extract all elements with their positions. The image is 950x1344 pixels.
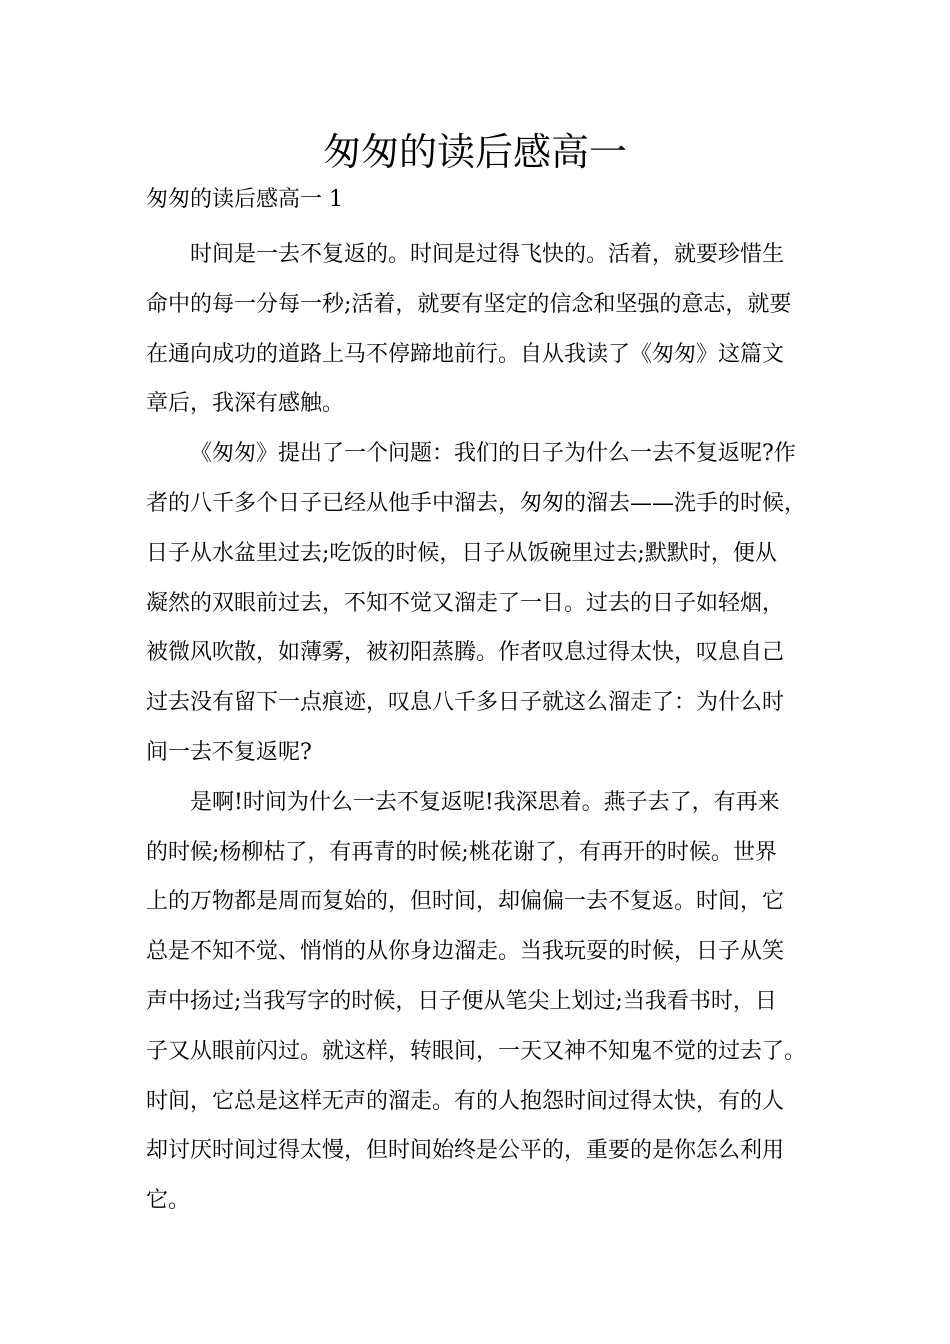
paragraph-3 [146,778,810,1226]
text-line: 被微风吹散，如薄雾，被初阳蒸腾。作者叹息过得太快，叹息自己 [146,640,785,666]
text-line: 总是不知不觉、悄悄的从你身边溜走。当我玩耍的时候，日子从笑 [146,939,785,965]
text-line: 的时候;杨柳枯了，有再青的时候;桃花谢了，有再开的时候。世界 [146,839,777,865]
text-line: 在通向成功的道路上马不停蹄地前行。自从我读了《匆匆》这篇文 [146,341,785,367]
text-line: 间一去不复返呢? [146,739,312,765]
text-line: 凝然的双眼前过去，不知不觉又溜走了一日。过去的日子如轻烟， [146,590,785,616]
text-line: 是啊!时间为什么一去不复返呢!我深思着。燕子去了，有再来 [190,789,780,815]
document-body [146,230,810,1226]
text-line: 过去没有留下一点痕迹，叹息八千多日子就这么溜走了：为什么时 [146,690,785,716]
text-line: 日子从水盆里过去;吃饭的时候，日子从饭碗里过去;默默时，便从 [146,540,777,566]
text-line: 子又从眼前闪过。就这样，转眼间，一天又神不知鬼不觉的过去了。 [146,1038,807,1064]
document-subtitle: 匆匆的读后感高一 1 [146,187,343,212]
text-line: 命中的每一分每一秒;活着，就要有坚定的信念和坚强的意志，就要 [146,291,792,317]
paragraph-2 [146,429,810,778]
text-line: 章后，我深有感触。 [146,391,345,417]
text-line: 《匆匆》提出了一个问题：我们的日子为什么一去不复返呢?作 [190,441,796,467]
text-line: 者的八千多个日子已经从他手中溜去，匆匆的溜去——洗手的时候， [146,490,807,516]
text-line: 上的万物都是周而复始的，但时间，却偏偏一去不复返。时间，它 [146,889,785,915]
text-line: 时间是一去不复返的。时间是过得飞快的。活着，就要珍惜生 [190,242,785,267]
paragraph-1 [146,230,810,429]
text-line: 声中扬过;当我写字的时候，日子便从笔尖上划过;当我看书时，日 [146,988,777,1014]
text-line: 它。 [146,1188,191,1214]
document-title: 匆匆的读后感高一 [322,130,627,174]
text-line: 却讨厌时间过得太慢，但时间始终是公平的，重要的是你怎么利用 [146,1138,785,1164]
text-line: 时间，它总是这样无声的溜走。有的人抱怨时间过得太快，有的人 [146,1088,785,1114]
